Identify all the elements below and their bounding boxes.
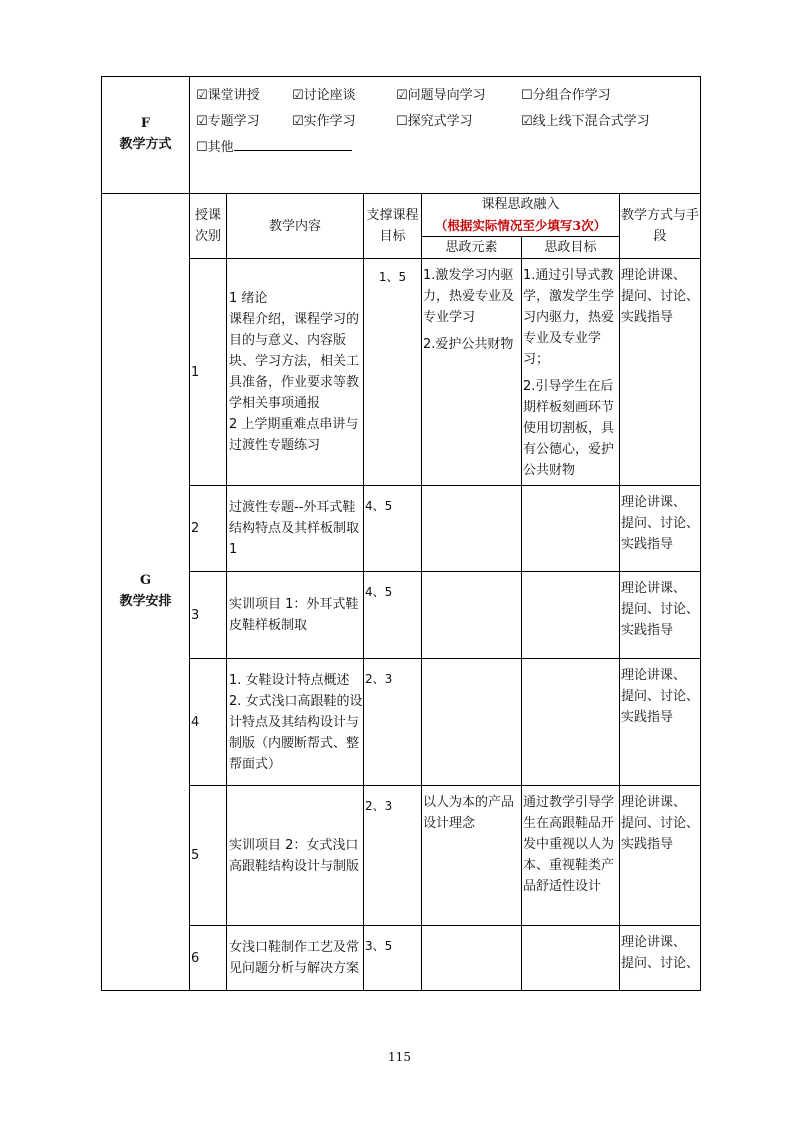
method-checkbox[interactable]: ☑专题学习 <box>196 114 260 129</box>
method-line: 实践指导 <box>621 837 674 852</box>
teaching-method <box>620 486 701 572</box>
course-goal: 2、3 <box>364 659 422 786</box>
content-line: 实训项目 2：女式浅口高跟鞋结构设计与制版 <box>229 837 360 874</box>
ideology-elements <box>422 786 522 926</box>
section-g-title: 教学安排 <box>119 594 172 609</box>
lesson-content <box>227 572 364 659</box>
header-session: 授课次别 <box>190 194 227 259</box>
target-item: 2.引导学生在后期样板刻画环节使用切割板，具有公德心，爱护公共财物 <box>523 379 615 478</box>
ideology-elements <box>422 572 522 659</box>
content-line: 实训项目 1：外耳式鞋皮鞋样板制取 <box>229 597 359 633</box>
lesson-content <box>227 486 364 572</box>
section-f-row <box>102 77 701 194</box>
table-row <box>102 926 701 991</box>
content-line: 课程介绍，课程学习的目的与意义、内容版块、学习方法，相关工具准备，作业要求等教学相关事项通报 <box>229 312 360 411</box>
header-ideology-note: （根据实际情况至少填写3次） <box>434 218 607 233</box>
teaching-methods <box>190 77 701 194</box>
header-row <box>102 194 701 237</box>
ideology-elements <box>422 926 522 991</box>
content-line: 2 上学期重难点串讲与过渡性专题练习 <box>229 417 359 453</box>
teaching-method <box>620 926 701 991</box>
method-line: 提问、讨论、 <box>621 689 700 704</box>
method-checkbox[interactable]: ☑课堂讲授 <box>196 88 260 103</box>
method-checkbox[interactable]: ☐分组合作学习 <box>521 88 611 103</box>
element-item: 2.爱护公共财物 <box>423 337 514 352</box>
method-checkbox[interactable]: ☑问题导向学习 <box>396 88 486 103</box>
session-number: 3 <box>190 572 227 659</box>
lesson-content <box>227 786 364 926</box>
ideology-elements <box>422 259 522 486</box>
method-line: 实践指导 <box>621 310 674 325</box>
method-checkbox[interactable]: ☑实作学习 <box>292 114 356 129</box>
session-number: 1 <box>190 259 227 486</box>
course-goal: 1、5 <box>364 259 422 486</box>
section-f-title: 教学方式 <box>119 137 172 152</box>
method-line: 理论讲课、 <box>621 495 687 510</box>
content-line: 1. 女鞋设计特点概述 <box>229 672 350 688</box>
content-line: 过渡性专题--外耳式鞋结构特点及其样板制取 1 <box>229 500 360 557</box>
table-row <box>102 572 701 659</box>
method-line: 提问、讨论、 <box>621 816 700 831</box>
ideology-targets <box>522 259 620 486</box>
section-f-label <box>102 77 190 194</box>
element-item: 1.激发学习内驱力，热爱专业及专业学习 <box>423 268 515 325</box>
teaching-method <box>620 786 701 926</box>
element-item: 以人为本的产品设计理念 <box>423 795 515 831</box>
content-line: 1 绪论 <box>229 291 268 306</box>
ideology-elements <box>422 486 522 572</box>
method-line: 实践指导 <box>621 710 674 725</box>
lesson-content <box>227 259 364 486</box>
table-row <box>102 659 701 786</box>
target-item: 通过教学引导学生在高跟鞋品开发中重视以人为本、重视鞋类产品舒适性设计 <box>523 795 615 894</box>
session-number: 5 <box>190 786 227 926</box>
method-line: 实践指导 <box>621 537 674 552</box>
header-elements: 思政元素 <box>422 237 522 259</box>
course-goal: 3、5 <box>364 926 422 991</box>
lesson-content <box>227 926 364 991</box>
ideology-elements <box>422 659 522 786</box>
course-goal: 2、3 <box>364 786 422 926</box>
header-goal: 支撑课程目标 <box>364 194 422 259</box>
ideology-targets <box>522 786 620 926</box>
header-ideology <box>422 194 620 237</box>
method-checkbox[interactable]: ☑讨论座谈 <box>292 88 356 103</box>
other-blank-line[interactable] <box>234 136 352 151</box>
course-goal: 4、5 <box>364 486 422 572</box>
section-f-letter: F <box>140 116 151 131</box>
content-line: 女浅口鞋制作工艺及常见问题分析与解决方案 <box>229 940 360 976</box>
lesson-content <box>227 659 364 786</box>
method-line: 提问、讨论、 <box>621 602 700 617</box>
header-ideology-title: 课程思政融入 <box>481 197 560 212</box>
course-table <box>101 76 701 991</box>
teaching-method <box>620 259 701 486</box>
session-number: 6 <box>190 926 227 991</box>
method-line: 理论讲课、 <box>621 268 687 283</box>
session-number: 4 <box>190 659 227 786</box>
section-g-letter: G <box>139 573 152 588</box>
section-g-label <box>102 194 190 991</box>
table-row <box>102 786 701 926</box>
method-line: 提问、讨论、 <box>621 289 700 304</box>
ideology-targets <box>522 659 620 786</box>
method-line: 理论讲课、 <box>621 668 687 683</box>
course-goal: 4、5 <box>364 572 422 659</box>
ideology-targets <box>522 486 620 572</box>
method-line: 实践指导 <box>621 623 674 638</box>
teaching-method <box>620 659 701 786</box>
method-line: 理论讲课、 <box>621 795 687 810</box>
method-line: 理论讲课、 <box>621 581 687 596</box>
table-row <box>102 259 701 486</box>
ideology-targets <box>522 926 620 991</box>
header-content: 教学内容 <box>227 194 364 259</box>
method-checkbox[interactable]: ☐其他 <box>196 140 234 155</box>
ideology-targets <box>522 572 620 659</box>
method-line: 提问、讨论、 <box>621 516 700 531</box>
session-number: 2 <box>190 486 227 572</box>
table-row <box>102 486 701 572</box>
method-checkbox[interactable]: ☐探究式学习 <box>396 114 473 129</box>
teaching-method <box>620 572 701 659</box>
content-line: 2. 女式浅口高跟鞋的设计特点及其结构设计与制版（内腰断帮式、整帮面式） <box>229 693 363 772</box>
target-item: 1.通过引导式教学，激发学生学习内驱力，热爱专业及专业学习； <box>523 268 615 367</box>
header-targets: 思政目标 <box>522 237 620 259</box>
method-line: 提问、讨论、 <box>621 956 700 971</box>
method-checkbox[interactable]: ☑线上线下混合式学习 <box>521 114 650 129</box>
header-method: 教学方式与手段 <box>620 194 701 259</box>
method-line: 理论讲课、 <box>621 935 687 950</box>
page-number: 115 <box>388 1050 411 1064</box>
